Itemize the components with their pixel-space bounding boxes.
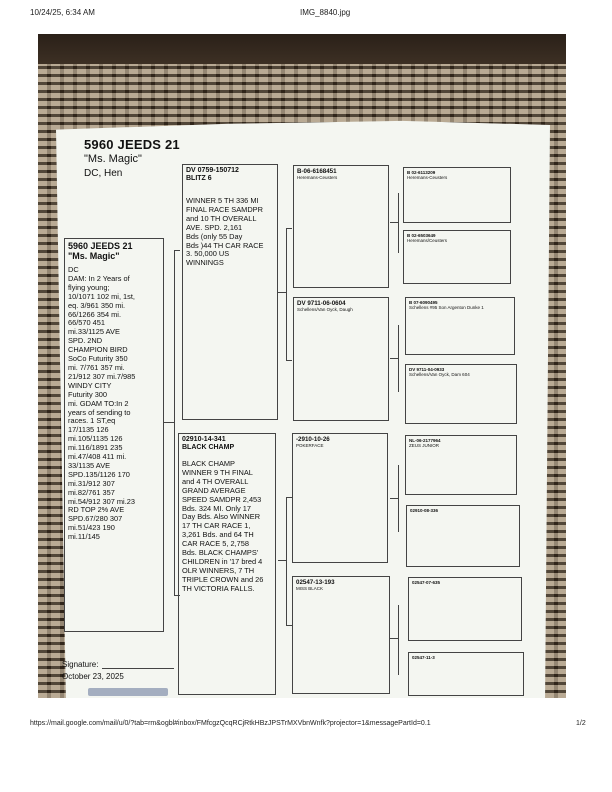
record-line: eq. 3/961 350 mi. xyxy=(68,300,126,310)
record-line: 17 TH CAR RACE 1, xyxy=(182,521,251,531)
grandparent-sub: Heremans-Ceusters xyxy=(297,175,338,180)
record-line: SPEED SAMDPR 2,453 xyxy=(182,494,262,504)
connector-line xyxy=(398,465,399,532)
grandparent-id: DV 9711-06-0604 xyxy=(297,300,346,307)
grandparent-sub: POKERFACE xyxy=(296,443,324,448)
record-line: Bds (only 55 Day xyxy=(186,231,243,241)
record-line: mi.51/423 190 xyxy=(68,523,115,533)
record-line: Bds. BLACK CHAMPS' xyxy=(182,548,259,558)
record-line: CAR RACE 5, 2,758 xyxy=(182,539,249,549)
record-line: 33/1135 AVE xyxy=(68,460,111,470)
great-grandparent-sub: Heremans/Ceusters xyxy=(407,238,448,244)
record-line: mi.82/761 357 xyxy=(68,487,115,497)
pedigree-title: 5960 JEEDS 21 xyxy=(84,137,180,152)
record-line: WINDY CITY xyxy=(68,380,112,390)
grandparent-id: B-06-6168451 xyxy=(297,168,337,175)
record-line: 66/570 451 xyxy=(68,318,105,328)
record-line: BLACK CHAMP xyxy=(182,459,235,468)
connector-line xyxy=(174,250,180,251)
record-line: mi.116/1891 235 xyxy=(68,443,123,453)
great-grandparent-box xyxy=(406,505,520,567)
connector-line xyxy=(286,497,287,625)
record-line: CHAMPION BIRD xyxy=(68,345,128,355)
record-line: 66/1266 354 mi. xyxy=(68,309,122,319)
record-line: years of sending to xyxy=(68,407,131,417)
connector-line xyxy=(390,358,398,359)
connector-line xyxy=(390,638,398,639)
great-grandparent-box xyxy=(408,652,524,696)
logo-mark xyxy=(88,688,168,696)
connector-line xyxy=(286,360,292,361)
connector-line xyxy=(174,250,175,595)
record-line: SoCo Futurity 350 xyxy=(68,354,128,364)
grandparent-box xyxy=(292,576,390,694)
great-grandparent-box xyxy=(405,364,517,424)
connector-line xyxy=(398,605,399,675)
connector-line xyxy=(278,292,286,293)
record-line: WINNINGS xyxy=(186,258,224,268)
record-line: 21/912 307 mi.7/985 xyxy=(68,371,136,381)
record-line: mi. GDAM TO:In 2 xyxy=(68,398,129,408)
grandparent-box xyxy=(293,165,389,288)
record-line: mi.105/1135 126 xyxy=(68,434,123,444)
record-line: mi.11/145 xyxy=(68,532,100,542)
great-grandparent-id: NL-06-2177964 xyxy=(409,438,441,443)
print-url: https://mail.google.com/mail/u/0/?tab=rm&ogbl#inbox/FMfcgzQcqRCjRtkHBzJPSTrMXVbnWnfk?projector=1&messagePartId=0.1 xyxy=(30,720,431,727)
print-footer xyxy=(0,720,612,732)
record-line: and 10 TH OVERALL xyxy=(186,213,257,223)
subject-name: "Ms. Magic" xyxy=(68,251,120,261)
record-line: SPD.135/1126 170 xyxy=(68,469,130,479)
signature-date: October 23, 2025 xyxy=(62,672,124,681)
great-grandparent-sub: Heremans-Ceusters xyxy=(407,175,448,181)
grandparent-sub: MISS BLACK xyxy=(296,586,324,591)
great-grandparent-id: DV 9711-04-0933 xyxy=(409,367,445,372)
record-line: and 4 TH OVERALL xyxy=(182,476,249,486)
record-line: Futurity 300 xyxy=(68,389,108,399)
record-line: WINNER 5 TH 336 MI xyxy=(186,196,259,205)
connector-line xyxy=(398,193,399,253)
connector-line xyxy=(164,422,174,423)
great-grandparent-box xyxy=(403,167,511,223)
record-line: SPD. 2ND xyxy=(68,336,103,346)
record-line: CHILDREN in '17 bred 4 xyxy=(182,556,263,566)
subject-id: 5960 JEEDS 21 xyxy=(68,241,133,251)
record-line: SPD.67/280 307 xyxy=(68,514,123,524)
record-line: mi.47/408 411 mi. xyxy=(68,452,127,462)
connector-line xyxy=(286,228,292,229)
record-line: mi. 7/761 357 mi. xyxy=(68,362,125,372)
mat-shadow xyxy=(38,34,566,64)
signature-label: Signature: xyxy=(62,660,99,669)
great-grandparent-box xyxy=(408,577,522,641)
great-grandparent-id: B 07-6090495 xyxy=(409,300,438,305)
record-line: mi.33/1125 AVE xyxy=(68,327,120,337)
great-grandparent-box xyxy=(403,230,511,284)
print-header xyxy=(0,8,612,22)
record-line: 3. 50,000 US xyxy=(186,249,230,259)
record-line: Bds )44 TH CAR RACE xyxy=(186,240,264,250)
grandparent-box xyxy=(292,433,388,563)
record-line: OLR WINNERS, 7 TH xyxy=(182,565,255,575)
great-grandparent-box xyxy=(405,435,517,495)
pedigree-sub: DC, Hen xyxy=(84,168,123,179)
grandparent-id: 02547-13-193 xyxy=(296,579,335,586)
record-line: 17/1135 126 xyxy=(68,425,109,435)
dam-name: BLACK CHAMP xyxy=(182,444,235,451)
sire-lines xyxy=(186,197,274,268)
record-line: 3,261 Bds. and 64 TH xyxy=(182,530,254,540)
great-grandparent-id: 02547-11-3 xyxy=(412,655,435,660)
record-line: Bds. 324 MI. Only 17 xyxy=(182,503,252,513)
print-date: 10/24/25, 6:34 AM xyxy=(30,8,95,17)
connector-line xyxy=(390,222,398,223)
record-line: TRIPLE CROWN and 26 xyxy=(182,574,264,584)
print-page: 1/2 xyxy=(576,720,586,727)
record-line: GRAND AVERAGE xyxy=(182,485,246,495)
great-grandparent-box xyxy=(405,297,515,355)
subject-lines xyxy=(68,266,160,542)
record-line: FINAL RACE SAMDPR xyxy=(186,204,263,214)
dam-id: 02910-14-341 xyxy=(182,436,226,443)
great-grandparent-id: 02547-07-635 xyxy=(412,580,441,585)
great-grandparent-id: B 02-6113209 xyxy=(407,170,436,175)
record-line: flying young; xyxy=(68,282,110,292)
print-filename: IMG_8840.jpg xyxy=(300,8,351,17)
record-line: AVE. SPD. 2,161 xyxy=(186,222,243,232)
grandparent-id: -2910-10-26 xyxy=(296,436,330,443)
great-grandparent-id: B 02-6503649 xyxy=(407,233,436,238)
record-line: DC xyxy=(68,265,79,274)
great-grandparent-sub: Schellens #95 Son Argenton Dunke 1 xyxy=(409,305,484,311)
signature-line xyxy=(102,668,174,669)
grandparent-box xyxy=(293,297,389,421)
connector-line xyxy=(390,498,398,499)
grandparent-sub: Schellens/Van Oyck, Daugh xyxy=(297,307,353,312)
record-line: Day Bds. Also WINNER xyxy=(182,512,261,522)
great-grandparent-sub: Schellens/Van Oyck, Dam 604 xyxy=(409,372,470,378)
record-line: DAM: In 2 Years of xyxy=(68,273,130,283)
connector-line xyxy=(398,325,399,392)
great-grandparent-id: 02910-08-336 xyxy=(410,508,439,513)
record-line: WINNER 9 TH FINAL xyxy=(182,467,253,477)
connector-line xyxy=(286,228,287,360)
record-line: mi.31/912 307 xyxy=(68,478,115,488)
record-line: RD TOP 2% AVE xyxy=(68,505,125,515)
connector-line xyxy=(278,560,286,561)
pedigree-name: "Ms. Magic" xyxy=(84,153,142,165)
dam-box xyxy=(178,433,276,695)
great-grandparent-sub: ZEUS JUNIOR xyxy=(409,443,440,449)
record-line: 10/1071 102 mi, 1st, xyxy=(68,291,135,301)
record-line: races. 1 ST,eq xyxy=(68,416,116,426)
subject-box xyxy=(64,238,164,632)
record-line: mi.54/912 307 mi.23 xyxy=(68,496,135,506)
dam-lines xyxy=(182,460,272,594)
sire-id: DV 0759-150712 xyxy=(186,167,239,174)
sire-box xyxy=(182,164,278,420)
record-line: TH VICTORIA FALLS. xyxy=(182,583,255,593)
sire-name: BLITZ 6 xyxy=(186,175,212,182)
